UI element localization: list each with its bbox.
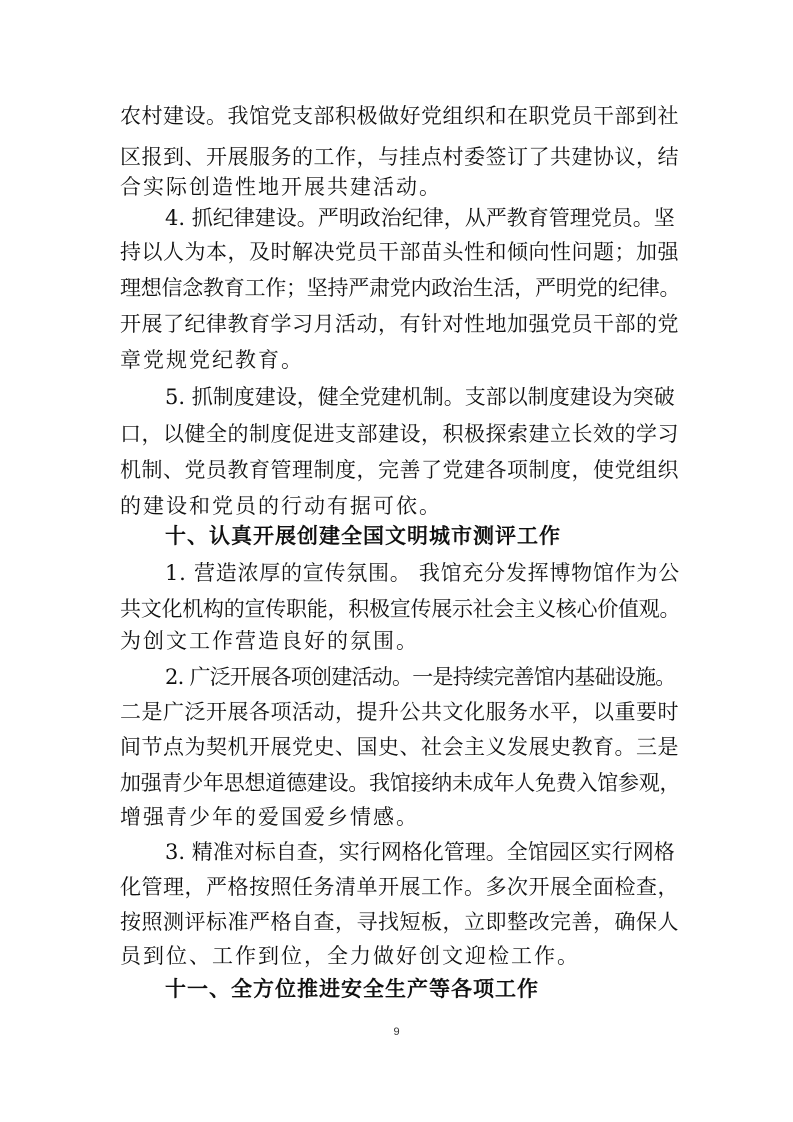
section-heading: 十、认真开展创建全国文明城市测评工作 bbox=[165, 524, 561, 548]
paragraph-line: 间节点为契机开展党史、国史、社会主义发展史教育。三是 bbox=[120, 735, 679, 759]
paragraph-line: 区报到、开展服务的工作，与挂点村委签订了共建协议，结 bbox=[120, 145, 679, 169]
paragraph-line: 的建设和党员的行动有据可依。 bbox=[120, 494, 442, 518]
paragraph-line: 按照测评标准严格自查，寻找短板，立即整改完善，确保人 bbox=[120, 910, 679, 934]
paragraph-line: 加强青少年思想道德建设。我馆接纳未成年人免费入馆参观， bbox=[120, 771, 681, 795]
paragraph-line: 理想信念教育工作；坚持严肃党内政治生活，严明党的纪律。 bbox=[120, 276, 681, 300]
paragraph-line: 农村建设。我馆党支部积极做好党组织和在职党员干部到社 bbox=[120, 104, 679, 128]
paragraph-line: 合实际创造性地开展共建活动。 bbox=[120, 175, 442, 199]
paragraph-line: 为创文工作营造良好的氛围。 bbox=[120, 629, 419, 653]
paragraph-line: 机制、党员教育管理制度，完善了党建各项制度，使党组织 bbox=[120, 458, 679, 482]
paragraph-line: 化管理，严格按照任务清单开展工作。多次开展全面检查， bbox=[120, 875, 679, 899]
paragraph-line: 员到位、工作到位，全力做好创文迎检工作。 bbox=[120, 944, 580, 968]
paragraph-line: 2. 广泛开展各项创建活动。一是持续完善馆内基础设施。 bbox=[165, 665, 676, 689]
paragraph-line: 口，以健全的制度促进支部建设，积极探索建立长效的学习 bbox=[120, 422, 679, 446]
paragraph-line: 持以人为本，及时解决党员干部苗头性和倾向性问题；加强 bbox=[120, 240, 679, 264]
section-heading: 十一、全方位推进安全生产等各项工作 bbox=[165, 977, 539, 1001]
paragraph-line: 二是广泛开展各项活动，提升公共文化服务水平，以重要时 bbox=[120, 700, 679, 724]
paragraph-line: 1. 营造浓厚的宣传氛围。 我馆充分发挥博物馆作为公 bbox=[165, 561, 680, 585]
paragraph-line: 章党规党纪教育。 bbox=[120, 348, 304, 372]
paragraph-line: 5. 抓制度建设，健全党建机制。支部以制度建设为突破 bbox=[165, 385, 675, 409]
paragraph-line: 开展了纪律教育学习月活动，有针对性地加强党员干部的党 bbox=[120, 312, 679, 336]
paragraph-line: 4. 抓纪律建设。严明政治纪律，从严教育管理党员。坚 bbox=[165, 206, 675, 230]
page-number: 9 bbox=[393, 1026, 400, 1038]
paragraph-line: 增强青少年的爱国爱乡情感。 bbox=[120, 805, 419, 829]
paragraph-line: 共文化机构的宣传职能，积极宣传展示社会主义核心价值观。 bbox=[120, 597, 681, 621]
paragraph-line: 3. 精准对标自查，实行网格化管理。全馆园区实行网格 bbox=[165, 840, 675, 864]
